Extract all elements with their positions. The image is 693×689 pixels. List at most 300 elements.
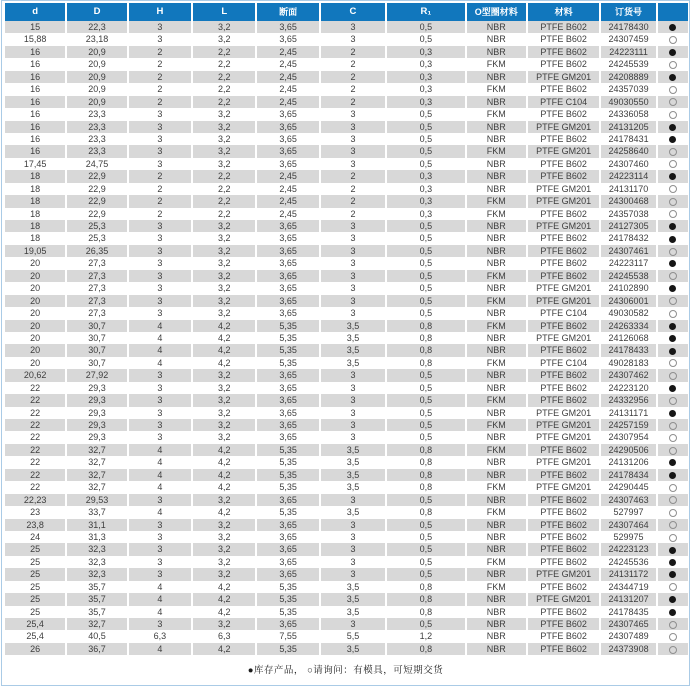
cell-D: 30,7 <box>66 332 127 344</box>
cell-L: 2,2 <box>192 83 256 95</box>
table-row <box>5 158 688 170</box>
cell-D: 23,3 <box>66 121 127 133</box>
cell-H: 3 <box>128 232 192 244</box>
cell-L: 3,2 <box>192 257 256 269</box>
cell-D: 36,7 <box>66 643 127 655</box>
table-row <box>5 21 688 33</box>
cell-stock-status <box>657 419 688 431</box>
stock-legend: ●库存产品， ○请询问：有模具，可短期交货 <box>247 665 444 677</box>
cell-C: 3 <box>320 543 386 555</box>
cell-order-no: 49030582 <box>600 307 656 319</box>
cell-R1: 0,5 <box>386 369 465 381</box>
cell-H: 3 <box>128 295 192 307</box>
cell-H: 3 <box>128 33 192 45</box>
cell-stock-status <box>657 630 688 642</box>
cell-H: 4 <box>128 332 192 344</box>
header-row <box>5 3 688 21</box>
cell-stock-status <box>657 506 688 518</box>
table-row <box>5 630 688 642</box>
cell-R1: 0,5 <box>386 382 465 394</box>
cell-stock-status <box>657 121 688 133</box>
cell-L: 3,2 <box>192 394 256 406</box>
cell-oring-material: NBR <box>466 369 527 381</box>
cell-R1: 0,3 <box>386 46 465 58</box>
cell-H: 4 <box>128 606 192 618</box>
cell-material: PTFE GM201 <box>527 121 600 133</box>
cell-oring-material: NBR <box>466 606 527 618</box>
cell-H: 2 <box>128 195 192 207</box>
cell-D: 22,9 <box>66 183 127 195</box>
cell-L: 4,2 <box>192 456 256 468</box>
cell-section: 5,35 <box>256 357 319 369</box>
cell-section: 2,45 <box>256 96 319 108</box>
inquire-empty-circle-icon <box>669 521 677 529</box>
cell-oring-material: NBR <box>466 183 527 195</box>
stocked-filled-circle-icon <box>669 173 676 180</box>
cell-order-no: 49030550 <box>600 96 656 108</box>
cell-C: 3 <box>320 431 386 443</box>
cell-material: PTFE GM201 <box>527 568 600 580</box>
cell-stock-status <box>657 257 688 269</box>
cell-H: 3 <box>128 245 192 257</box>
cell-stock-status <box>657 531 688 543</box>
cell-material: PTFE B602 <box>527 382 600 394</box>
cell-H: 3 <box>128 21 192 33</box>
inquire-empty-circle-icon <box>669 509 677 517</box>
cell-C: 3,5 <box>320 344 386 356</box>
cell-C: 2 <box>320 58 386 70</box>
cell-D: 29,3 <box>66 419 127 431</box>
cell-L: 4,2 <box>192 481 256 493</box>
cell-d: 18 <box>5 183 66 195</box>
cell-R1: 0,5 <box>386 407 465 419</box>
cell-section: 3,65 <box>256 121 319 133</box>
inquire-empty-circle-icon <box>669 434 677 442</box>
cell-oring-material: FKM <box>466 108 527 120</box>
table-row <box>5 58 688 70</box>
column-header-material: 材料 <box>527 3 600 21</box>
cell-order-no: 24223117 <box>600 257 656 269</box>
cell-D: 22,9 <box>66 208 127 220</box>
cell-D: 20,9 <box>66 58 127 70</box>
cell-stock-status <box>657 133 688 145</box>
cell-order-no: 24332956 <box>600 394 656 406</box>
cell-L: 3,2 <box>192 158 256 170</box>
cell-order-no: 24257159 <box>600 419 656 431</box>
cell-C: 3,5 <box>320 643 386 655</box>
cell-stock-status <box>657 344 688 356</box>
cell-section: 2,45 <box>256 195 319 207</box>
inquire-empty-circle-icon <box>669 447 677 455</box>
cell-L: 3,2 <box>192 519 256 531</box>
column-header-section: 断面 <box>256 3 319 21</box>
cell-d: 23 <box>5 506 66 518</box>
cell-C: 3 <box>320 369 386 381</box>
cell-stock-status <box>657 96 688 108</box>
cell-d: 18 <box>5 220 66 232</box>
stocked-filled-circle-icon <box>669 236 676 243</box>
cell-L: 3,2 <box>192 21 256 33</box>
cell-d: 25,4 <box>5 618 66 630</box>
cell-oring-material: FKM <box>466 195 527 207</box>
inquire-empty-circle-icon <box>669 198 677 206</box>
cell-H: 3 <box>128 307 192 319</box>
cell-d: 25 <box>5 581 66 593</box>
cell-oring-material: NBR <box>466 257 527 269</box>
cell-order-no: 24223114 <box>600 170 656 182</box>
cell-R1: 0,5 <box>386 220 465 232</box>
cell-section: 3,65 <box>256 295 319 307</box>
cell-section: 2,45 <box>256 58 319 70</box>
cell-C: 3 <box>320 108 386 120</box>
cell-D: 22,3 <box>66 21 127 33</box>
cell-d: 15,88 <box>5 33 66 45</box>
cell-C: 3,5 <box>320 506 386 518</box>
cell-stock-status <box>657 543 688 555</box>
cell-d: 16 <box>5 133 66 145</box>
inquire-empty-circle-icon <box>669 397 677 405</box>
cell-D: 32,3 <box>66 543 127 555</box>
stocked-filled-circle-icon <box>669 559 676 566</box>
cell-d: 16 <box>5 121 66 133</box>
cell-material: PTFE GM201 <box>527 183 600 195</box>
cell-L: 3,2 <box>192 407 256 419</box>
table-row <box>5 456 688 468</box>
cell-material: PTFE B602 <box>527 46 600 58</box>
cell-D: 30,7 <box>66 357 127 369</box>
cell-D: 29,3 <box>66 382 127 394</box>
cell-d: 20 <box>5 332 66 344</box>
cell-L: 3,2 <box>192 419 256 431</box>
cell-L: 4,2 <box>192 444 256 456</box>
cell-R1: 0,5 <box>386 307 465 319</box>
table-row <box>5 307 688 319</box>
stocked-filled-circle-icon <box>669 49 676 56</box>
cell-D: 22,9 <box>66 170 127 182</box>
cell-L: 6,3 <box>192 630 256 642</box>
cell-oring-material: NBR <box>466 158 527 170</box>
cell-C: 3,5 <box>320 357 386 369</box>
cell-oring-material: FKM <box>466 83 527 95</box>
cell-D: 40,5 <box>66 630 127 642</box>
cell-C: 2 <box>320 183 386 195</box>
cell-R1: 0,3 <box>386 58 465 70</box>
cell-L: 3,2 <box>192 145 256 157</box>
stocked-filled-circle-icon <box>669 472 676 479</box>
table-row <box>5 257 688 269</box>
cell-L: 2,2 <box>192 96 256 108</box>
cell-d: 18 <box>5 195 66 207</box>
cell-section: 3,65 <box>256 431 319 443</box>
cell-material: PTFE GM201 <box>527 593 600 605</box>
cell-L: 3,2 <box>192 618 256 630</box>
cell-stock-status <box>657 33 688 45</box>
cell-H: 3 <box>128 220 192 232</box>
cell-H: 3 <box>128 270 192 282</box>
stocked-filled-circle-icon <box>669 348 676 355</box>
cell-order-no: 24178430 <box>600 21 656 33</box>
cell-material: PTFE GM201 <box>527 419 600 431</box>
cell-H: 6,3 <box>128 630 192 642</box>
cell-material: PTFE B602 <box>527 33 600 45</box>
cell-stock-status <box>657 643 688 655</box>
cell-D: 35,7 <box>66 606 127 618</box>
cell-d: 22 <box>5 431 66 443</box>
cell-H: 2 <box>128 170 192 182</box>
table-row <box>5 419 688 431</box>
catalog-table <box>5 3 688 655</box>
cell-R1: 0,5 <box>386 245 465 257</box>
cell-L: 3,2 <box>192 431 256 443</box>
cell-order-no: 24306001 <box>600 295 656 307</box>
cell-H: 3 <box>128 407 192 419</box>
cell-H: 3 <box>128 158 192 170</box>
cell-R1: 0,8 <box>386 320 465 332</box>
cell-section: 3,65 <box>256 618 319 630</box>
cell-D: 26,35 <box>66 245 127 257</box>
cell-stock-status <box>657 394 688 406</box>
cell-order-no: 24131171 <box>600 407 656 419</box>
cell-R1: 0,5 <box>386 257 465 269</box>
cell-order-no: 49028183 <box>600 357 656 369</box>
cell-stock-status <box>657 145 688 157</box>
cell-d: 25 <box>5 556 66 568</box>
cell-stock-status <box>657 83 688 95</box>
cell-d: 20 <box>5 282 66 294</box>
cell-H: 4 <box>128 320 192 332</box>
cell-C: 3 <box>320 407 386 419</box>
cell-material: PTFE B602 <box>527 344 600 356</box>
cell-stock-status <box>657 456 688 468</box>
cell-oring-material: FKM <box>466 295 527 307</box>
cell-material: PTFE C104 <box>527 96 600 108</box>
table-row <box>5 33 688 45</box>
cell-section: 2,45 <box>256 208 319 220</box>
cell-L: 4,2 <box>192 643 256 655</box>
stocked-filled-circle-icon <box>669 410 676 417</box>
cell-D: 32,7 <box>66 469 127 481</box>
cell-d: 22,23 <box>5 494 66 506</box>
cell-order-no: 24131172 <box>600 568 656 580</box>
cell-oring-material: NBR <box>466 232 527 244</box>
column-header-oring-material: O型圈材料 <box>466 3 527 21</box>
cell-H: 3 <box>128 394 192 406</box>
stocked-filled-circle-icon <box>669 596 676 603</box>
cell-d: 22 <box>5 469 66 481</box>
cell-section: 3,65 <box>256 543 319 555</box>
cell-L: 4,2 <box>192 606 256 618</box>
cell-H: 4 <box>128 344 192 356</box>
table-row <box>5 407 688 419</box>
cell-H: 3 <box>128 145 192 157</box>
cell-R1: 0,5 <box>386 133 465 145</box>
table-row <box>5 556 688 568</box>
cell-section: 3,65 <box>256 382 319 394</box>
column-header-D: D <box>66 3 127 21</box>
cell-material: PTFE B602 <box>527 606 600 618</box>
cell-order-no: 24208889 <box>600 71 656 83</box>
cell-H: 3 <box>128 369 192 381</box>
cell-section: 3,65 <box>256 394 319 406</box>
cell-material: PTFE GM201 <box>527 195 600 207</box>
table-row <box>5 568 688 580</box>
cell-D: 27,3 <box>66 270 127 282</box>
cell-order-no: 24307460 <box>600 158 656 170</box>
cell-section: 5,35 <box>256 581 319 593</box>
cell-D: 29,3 <box>66 431 127 443</box>
cell-L: 4,2 <box>192 332 256 344</box>
cell-material: PTFE B602 <box>527 369 600 381</box>
cell-material: PTFE B602 <box>527 170 600 182</box>
stocked-filled-circle-icon <box>669 74 676 81</box>
cell-R1: 0,8 <box>386 456 465 468</box>
cell-material: PTFE B602 <box>527 531 600 543</box>
cell-order-no: 24307462 <box>600 369 656 381</box>
cell-section: 3,65 <box>256 145 319 157</box>
cell-L: 3,2 <box>192 33 256 45</box>
cell-material: PTFE B602 <box>527 320 600 332</box>
cell-order-no: 24131207 <box>600 593 656 605</box>
cell-oring-material: NBR <box>466 531 527 543</box>
cell-L: 2,2 <box>192 195 256 207</box>
cell-C: 3 <box>320 158 386 170</box>
cell-D: 30,7 <box>66 344 127 356</box>
cell-C: 3 <box>320 133 386 145</box>
cell-material: PTFE B602 <box>527 506 600 518</box>
cell-stock-status <box>657 307 688 319</box>
cell-material: PTFE B602 <box>527 519 600 531</box>
cell-oring-material: NBR <box>466 630 527 642</box>
cell-material: PTFE B602 <box>527 630 600 642</box>
cell-d: 25 <box>5 593 66 605</box>
cell-H: 3 <box>128 431 192 443</box>
cell-d: 20 <box>5 295 66 307</box>
cell-d: 18 <box>5 170 66 182</box>
cell-H: 3 <box>128 494 192 506</box>
cell-section: 5,35 <box>256 506 319 518</box>
cell-oring-material: FKM <box>466 357 527 369</box>
cell-R1: 0,5 <box>386 519 465 531</box>
cell-R1: 0,8 <box>386 481 465 493</box>
cell-order-no: 24245536 <box>600 556 656 568</box>
cell-R1: 0,5 <box>386 419 465 431</box>
cell-d: 22 <box>5 481 66 493</box>
inquire-empty-circle-icon <box>669 633 677 641</box>
cell-L: 3,2 <box>192 494 256 506</box>
cell-stock-status <box>657 469 688 481</box>
cell-material: PTFE B602 <box>527 556 600 568</box>
cell-material: PTFE GM201 <box>527 456 600 468</box>
cell-d: 22 <box>5 407 66 419</box>
cell-R1: 0,5 <box>386 618 465 630</box>
cell-C: 3 <box>320 394 386 406</box>
inquire-empty-circle-icon <box>669 534 677 542</box>
cell-section: 3,65 <box>256 568 319 580</box>
cell-oring-material: FKM <box>466 394 527 406</box>
cell-D: 20,9 <box>66 46 127 58</box>
cell-oring-material: NBR <box>466 643 527 655</box>
cell-oring-material: FKM <box>466 556 527 568</box>
cell-R1: 0,5 <box>386 543 465 555</box>
cell-d: 25 <box>5 543 66 555</box>
cell-oring-material: NBR <box>466 382 527 394</box>
cell-D: 32,3 <box>66 556 127 568</box>
cell-D: 27,3 <box>66 282 127 294</box>
cell-d: 15 <box>5 21 66 33</box>
table-row <box>5 344 688 356</box>
stocked-filled-circle-icon <box>669 335 676 342</box>
table-row <box>5 320 688 332</box>
cell-stock-status <box>657 58 688 70</box>
cell-L: 2,2 <box>192 183 256 195</box>
cell-d: 20,62 <box>5 369 66 381</box>
table-row <box>5 220 688 232</box>
table-row <box>5 121 688 133</box>
cell-d: 18 <box>5 208 66 220</box>
cell-H: 2 <box>128 208 192 220</box>
cell-material: PTFE GM201 <box>527 431 600 443</box>
cell-L: 3,2 <box>192 543 256 555</box>
cell-H: 4 <box>128 506 192 518</box>
cell-stock-status <box>657 556 688 568</box>
cell-D: 27,3 <box>66 295 127 307</box>
cell-H: 4 <box>128 444 192 456</box>
table-row <box>5 357 688 369</box>
cell-L: 3,2 <box>192 270 256 282</box>
cell-L: 2,2 <box>192 71 256 83</box>
table-row <box>5 469 688 481</box>
cell-stock-status <box>657 481 688 493</box>
cell-order-no: 24307459 <box>600 33 656 45</box>
inquire-empty-circle-icon <box>669 646 677 654</box>
cell-R1: 0,3 <box>386 170 465 182</box>
cell-R1: 0,8 <box>386 506 465 518</box>
table-row <box>5 606 688 618</box>
cell-d: 22 <box>5 394 66 406</box>
cell-d: 16 <box>5 96 66 108</box>
cell-section: 5,35 <box>256 643 319 655</box>
cell-order-no: 24178435 <box>600 606 656 618</box>
cell-R1: 0,5 <box>386 108 465 120</box>
cell-H: 4 <box>128 357 192 369</box>
column-header-L: L <box>192 3 256 21</box>
cell-order-no: 24344719 <box>600 581 656 593</box>
cell-section: 3,65 <box>256 158 319 170</box>
cell-order-no: 24373908 <box>600 643 656 655</box>
cell-C: 3 <box>320 121 386 133</box>
cell-stock-status <box>657 494 688 506</box>
cell-stock-status <box>657 431 688 443</box>
table-row <box>5 295 688 307</box>
cell-D: 23,3 <box>66 145 127 157</box>
cell-d: 22 <box>5 456 66 468</box>
cell-H: 2 <box>128 96 192 108</box>
inquire-empty-circle-icon <box>669 148 677 156</box>
cell-order-no: 24307489 <box>600 630 656 642</box>
cell-D: 24,75 <box>66 158 127 170</box>
cell-section: 3,65 <box>256 108 319 120</box>
cell-order-no: 24178431 <box>600 133 656 145</box>
cell-section: 5,35 <box>256 481 319 493</box>
cell-d: 17,45 <box>5 158 66 170</box>
cell-d: 20 <box>5 257 66 269</box>
cell-order-no: 24357039 <box>600 83 656 95</box>
cell-order-no: 24307954 <box>600 431 656 443</box>
cell-D: 27,92 <box>66 369 127 381</box>
cell-H: 3 <box>128 108 192 120</box>
cell-section: 3,65 <box>256 531 319 543</box>
cell-C: 2 <box>320 208 386 220</box>
